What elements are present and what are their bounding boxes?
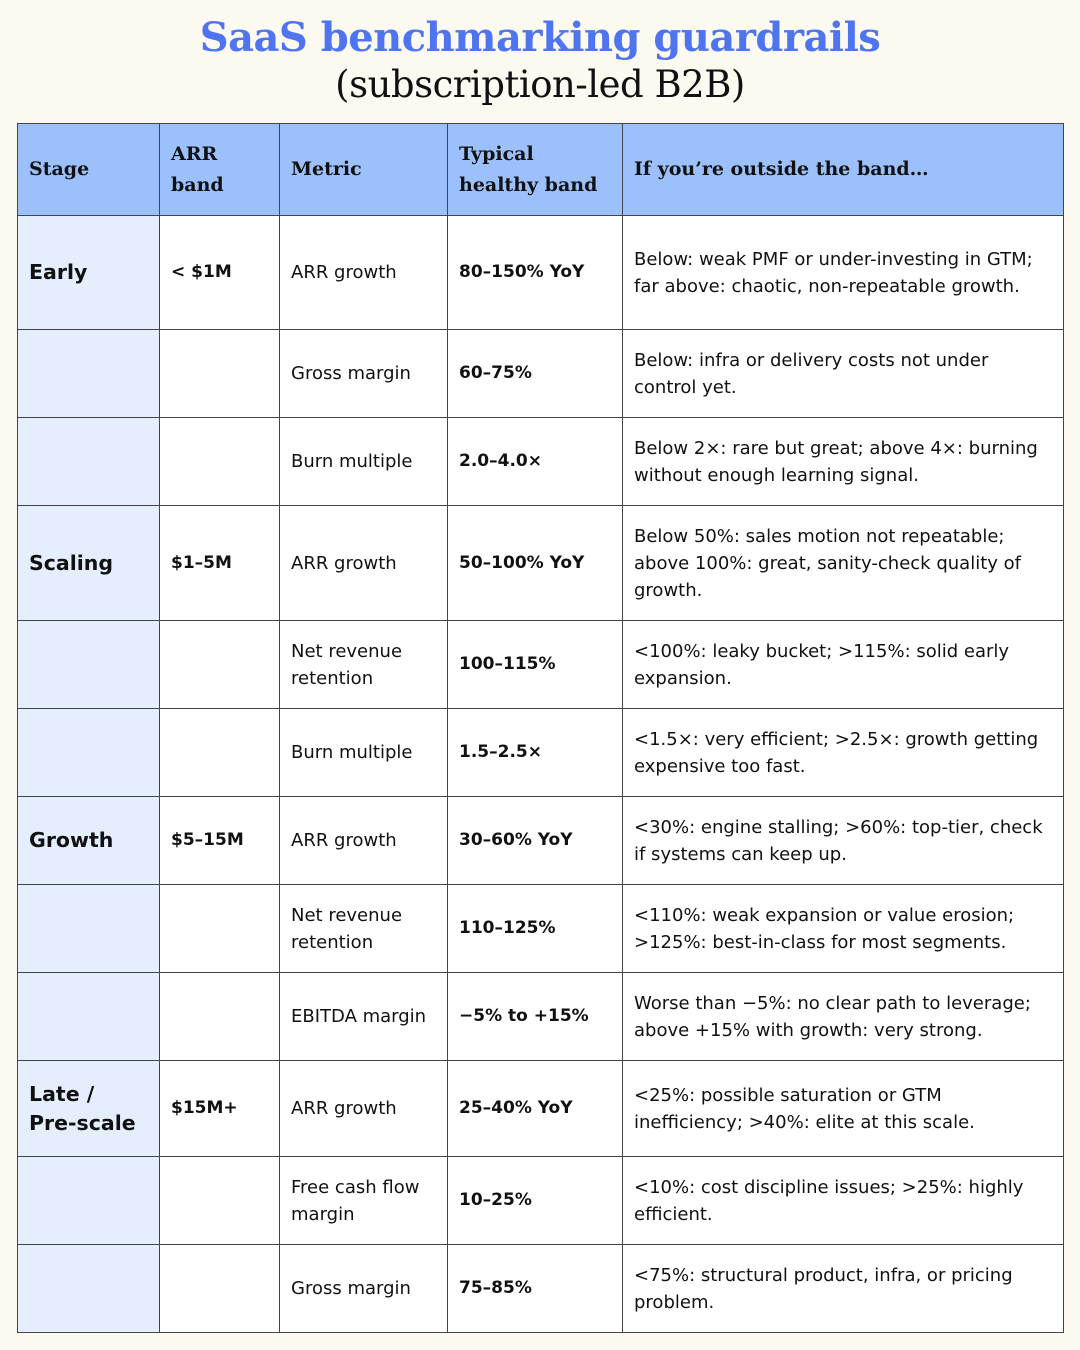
outside-band-note-cell: <25%: possible saturation or GTM inefficiency; >40%: elite at this scale.: [623, 1061, 1064, 1157]
healthy-band-cell: 100–115%: [448, 621, 623, 709]
arr-band-cell: < $1M: [160, 216, 280, 330]
outside-band-note-cell: Below 50%: sales motion not repeatable; above 100%: great, sanity-check quality of growth.: [623, 506, 1064, 621]
arr-band-cell: [160, 621, 280, 709]
arr-band-cell: $15M+: [160, 1061, 280, 1157]
metric-cell: Gross margin: [280, 1245, 448, 1333]
healthy-band-cell: −5% to +15%: [448, 973, 623, 1061]
header-healthy-band: Typical healthy band: [448, 124, 623, 216]
stage-cell: [18, 621, 160, 709]
stage-cell: [18, 1157, 160, 1245]
stage-cell: [18, 973, 160, 1061]
outside-band-note-cell: <100%: leaky bucket; >115%: solid early expansion.: [623, 621, 1064, 709]
table-row: [18, 418, 1064, 506]
stage-cell: [18, 330, 160, 418]
arr-band-cell: [160, 709, 280, 797]
stage-cell: [18, 709, 160, 797]
stage-cell: Late / Pre-scale: [18, 1061, 160, 1157]
healthy-band-cell: 1.5–2.5×: [448, 709, 623, 797]
table-header-row: [18, 124, 1064, 216]
stage-cell: Scaling: [18, 506, 160, 621]
arr-band-cell: [160, 418, 280, 506]
benchmark-table: [17, 123, 1064, 1333]
stage-cell: [18, 1245, 160, 1333]
outside-band-note-cell: Below: infra or delivery costs not under control yet.: [623, 330, 1064, 418]
page-title: SaaS benchmarking guardrails: [199, 14, 881, 61]
arr-band-cell: [160, 973, 280, 1061]
table-row: [18, 1245, 1064, 1333]
stage-cell: [18, 885, 160, 973]
healthy-band-cell: 75–85%: [448, 1245, 623, 1333]
metric-cell: Net revenue retention: [280, 885, 448, 973]
outside-band-note-cell: <1.5×: very efficient; >2.5×: growth getting expensive too fast.: [623, 709, 1064, 797]
header-metric: Metric: [280, 124, 448, 216]
metric-cell: Net revenue retention: [280, 621, 448, 709]
healthy-band-cell: 60–75%: [448, 330, 623, 418]
table-row: [18, 506, 1064, 621]
table-row: [18, 1061, 1064, 1157]
metric-cell: ARR growth: [280, 506, 448, 621]
outside-band-note-cell: Worse than −5%: no clear path to leverage; above +15% with growth: very strong.: [623, 973, 1064, 1061]
healthy-band-cell: 30–60% YoY: [448, 797, 623, 885]
metric-cell: ARR growth: [280, 1061, 448, 1157]
metric-cell: Burn multiple: [280, 418, 448, 506]
table-row: [18, 330, 1064, 418]
healthy-band-cell: 110–125%: [448, 885, 623, 973]
metric-cell: Burn multiple: [280, 709, 448, 797]
healthy-band-cell: 25–40% YoY: [448, 1061, 623, 1157]
healthy-band-cell: 50–100% YoY: [448, 506, 623, 621]
arr-band-cell: $5–15M: [160, 797, 280, 885]
table-row: [18, 973, 1064, 1061]
arr-band-cell: [160, 1157, 280, 1245]
page-subtitle: (subscription-led B2B): [335, 63, 745, 106]
arr-band-cell: [160, 1245, 280, 1333]
stage-cell: [18, 418, 160, 506]
header-stage: Stage: [18, 124, 160, 216]
table-row: [18, 885, 1064, 973]
table-row: [18, 1157, 1064, 1245]
arr-band-cell: [160, 885, 280, 973]
table-row: [18, 709, 1064, 797]
outside-band-note-cell: Below: weak PMF or under-investing in GTM; far above: chaotic, non-repeatable growth.: [623, 216, 1064, 330]
header-arr-band: ARR band: [160, 124, 280, 216]
healthy-band-cell: 2.0–4.0×: [448, 418, 623, 506]
table-row: [18, 797, 1064, 885]
outside-band-note-cell: <75%: structural product, infra, or pricing problem.: [623, 1245, 1064, 1333]
table-row: [18, 216, 1064, 330]
outside-band-note-cell: <110%: weak expansion or value erosion; >125%: best-in-class for most segments.: [623, 885, 1064, 973]
header: [0, 0, 1080, 108]
metric-cell: ARR growth: [280, 797, 448, 885]
stage-cell: Early: [18, 216, 160, 330]
table-row: [18, 621, 1064, 709]
metric-cell: ARR growth: [280, 216, 448, 330]
metric-cell: EBITDA margin: [280, 973, 448, 1061]
arr-band-cell: $1–5M: [160, 506, 280, 621]
header-outside-band: If you’re outside the band…: [623, 124, 1064, 216]
healthy-band-cell: 80–150% YoY: [448, 216, 623, 330]
stage-cell: Growth: [18, 797, 160, 885]
outside-band-note-cell: <10%: cost discipline issues; >25%: highly efficient.: [623, 1157, 1064, 1245]
metric-cell: Gross margin: [280, 330, 448, 418]
healthy-band-cell: 10–25%: [448, 1157, 623, 1245]
metric-cell: Free cash flow margin: [280, 1157, 448, 1245]
outside-band-note-cell: Below 2×: rare but great; above 4×: burning without enough learning signal.: [623, 418, 1064, 506]
outside-band-note-cell: <30%: engine stalling; >60%: top-tier, check if systems can keep up.: [623, 797, 1064, 885]
arr-band-cell: [160, 330, 280, 418]
